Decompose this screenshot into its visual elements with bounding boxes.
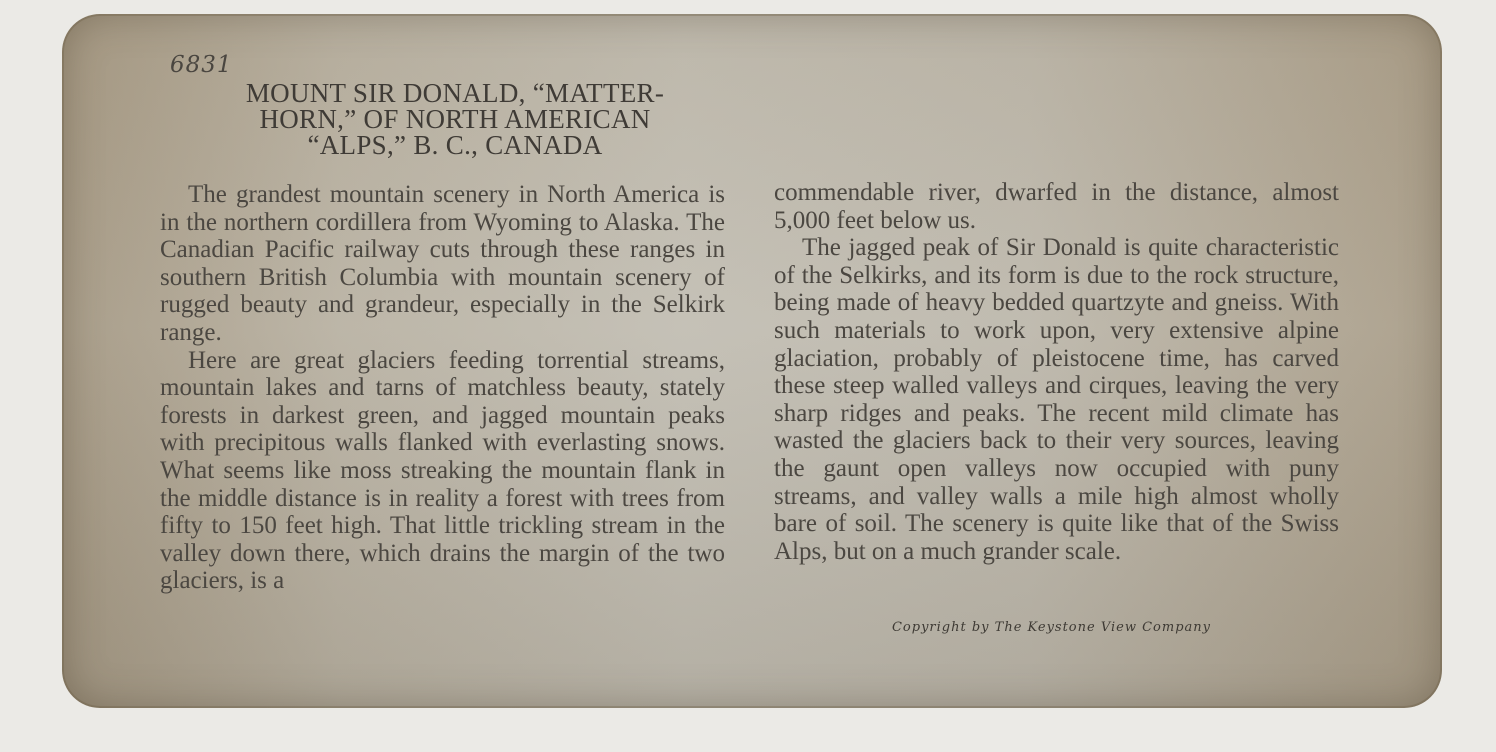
paragraph: The jagged peak of Sir Donald is quite characteristic of the Selkirks, and its form is due to the rock structure, being made of heavy bedded quartzyte and gneiss. With such materials to work upon, very extensive alpine glaciation, probably of pleistocene time, has carved these steep walled valleys and cirques, leaving the very sharp ridges and peaks. The recent mild climate has wasted the glaciers back to their very sources, leaving the gaunt open valleys now occupied with puny streams, and valley walls a mile high almost wholly bare of soil. The scenery is quite like that of the Swiss Alps, but on a much grander scale. [774,234,1339,565]
title-line: HORN,” OF NORTH AMERICAN [259,104,651,134]
card-title [160,80,750,158]
title-line: “ALPS,” B. C., CANADA [307,130,603,160]
stereoview-card-back [62,14,1442,708]
title-line: MOUNT SIR DONALD, “MATTER- [245,78,665,108]
paragraph-continuation: commendable river, dwarfed in the distance, almost 5,000 feet below us. [774,179,1339,234]
copyright-line: Copyright by The Keystone View Company [891,620,1211,635]
paragraph: Here are great glaciers feeding torrential streams, mountain lakes and tarns of matchless beauty, stately forests in darkest green, and jagged mountain peaks with precipitous walls flanked with everlasting snows. What seems like moss streaking the mountain flank in the middle distance is in reality a forest with trees from fifty to 150 feet high. That little trickling stream in the valley down there, which drains the margin of the two glaciers, is a [160,346,725,595]
left-text-column [160,181,725,595]
plate-number: 6831 [170,52,233,78]
right-text-column [774,179,1339,565]
paragraph: The grandest mountain scenery in North America is in the northern cordillera from Wyoming to Alaska. The Canadian Pacific railway cuts through these ranges in southern British Columbia with mountain scenery of rugged beauty and grandeur, especially in the Selkirk range. [160,181,725,346]
